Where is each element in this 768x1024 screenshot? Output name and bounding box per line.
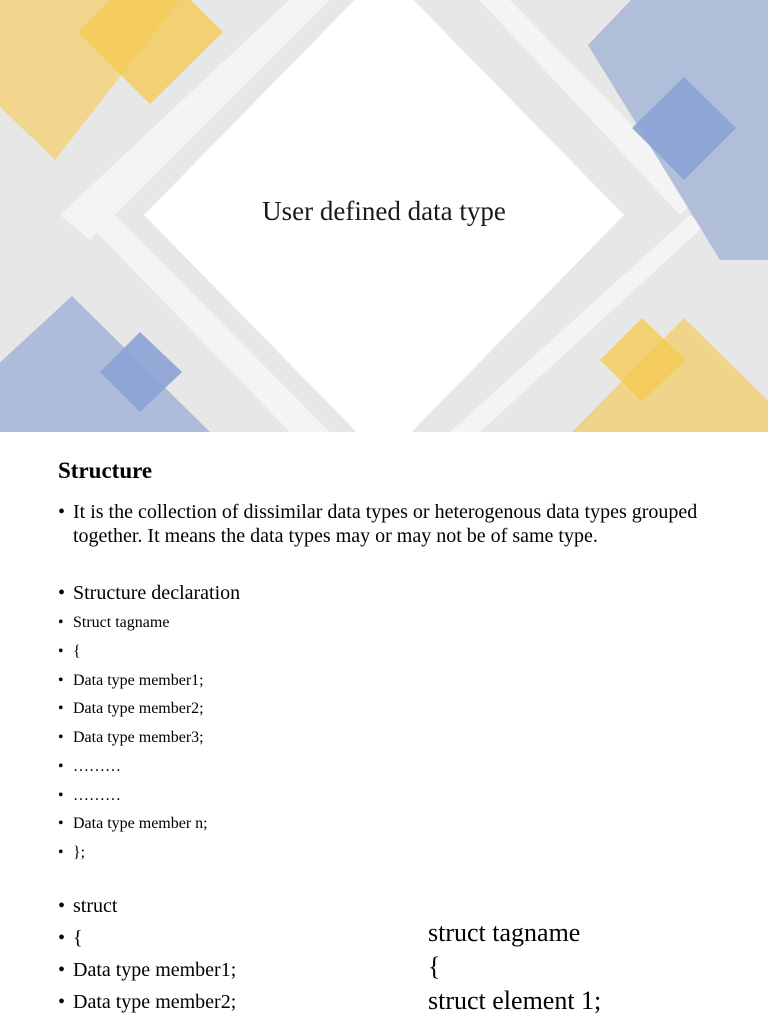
bullet-icon: • [58, 672, 64, 689]
bullet-icon: • [58, 991, 66, 1013]
code-line: { [428, 952, 441, 981]
list-item-text: ……… [73, 787, 121, 804]
list-item-text: Data type member n; [73, 815, 208, 832]
bullet-icon: • [58, 844, 64, 861]
content-slide [0, 432, 768, 1024]
list-item-text: { [73, 927, 83, 949]
list-item-text: Data type member2; [73, 700, 204, 717]
list-item-text: Data type member2; [73, 991, 237, 1013]
list-item-text: It is the collection of dissimilar data types or heterogenous data types grouped together. It means the data types may or may not be of same type. [73, 501, 698, 547]
bullet-icon: • [58, 927, 66, 949]
bullet-icon: • [58, 700, 64, 717]
bullet-icon: • [58, 758, 64, 775]
bullet-icon: • [58, 501, 66, 523]
bullet-icon: • [58, 729, 64, 746]
list-item-text: Structure declaration [73, 582, 241, 604]
slide-title: User defined data type [262, 196, 506, 226]
bullet-icon: • [58, 614, 64, 631]
list-item-text: }; [73, 844, 86, 861]
title-slide [0, 0, 768, 432]
bullet-icon: • [58, 787, 64, 804]
list-item-text: Struct tagname [73, 614, 170, 631]
code-line: struct tagname [428, 918, 581, 947]
bullet-icon: • [58, 959, 66, 981]
bullet-icon: • [58, 895, 66, 917]
code-line: struct element 1; [428, 986, 602, 1015]
list-item-text: Data type member3; [73, 729, 204, 746]
bullet-icon: • [58, 643, 64, 660]
list-item-text: Data type member1; [73, 959, 237, 981]
list-item-text: ……… [73, 758, 121, 775]
list-item-text: Data type member1; [73, 672, 204, 689]
bullet-icon: • [58, 815, 64, 832]
bullet-icon: • [58, 582, 66, 604]
list-item-text: { [73, 643, 81, 660]
list-item-text: struct [73, 895, 118, 917]
slide-heading: Structure [58, 458, 153, 483]
